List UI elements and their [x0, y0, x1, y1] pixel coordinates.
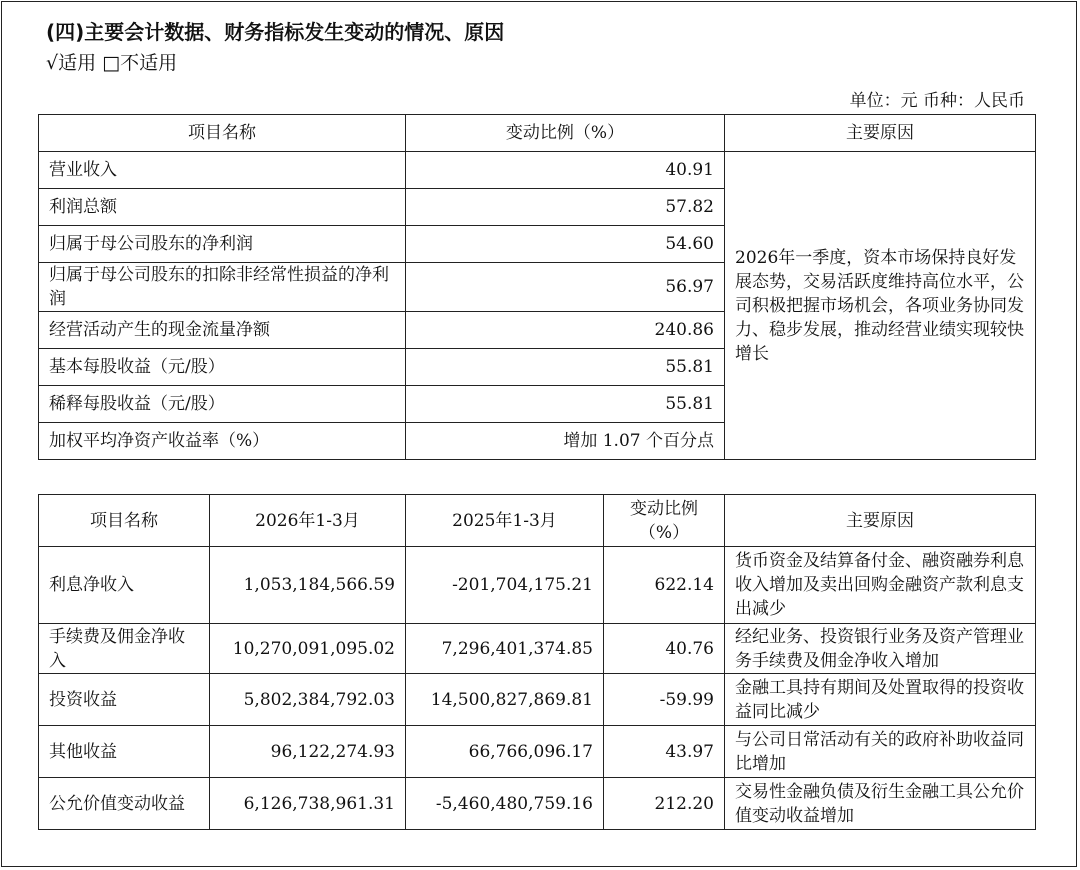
row-change: 40.76 — [604, 624, 725, 674]
row-name: 加权平均净资产收益率（%） — [39, 423, 406, 460]
row-value: 56.97 — [406, 263, 725, 312]
row-prior: 7,296,401,374.85 — [406, 624, 604, 674]
row-value: 40.91 — [406, 152, 725, 189]
row-prior: -5,460,480,759.16 — [406, 778, 604, 830]
header-main-reason: 主要原因 — [725, 115, 1036, 152]
row-value: 240.86 — [406, 312, 725, 349]
header-prior-period: 2025年1-3月 — [406, 495, 604, 547]
unit-currency-label: 单位：元 币种：人民币 — [849, 91, 1025, 111]
row-current: 6,126,738,961.31 — [210, 778, 406, 830]
row-name: 公允价值变动收益 — [39, 778, 210, 830]
row-reason: 与公司日常活动有关的政府补助收益同比增加 — [725, 726, 1036, 778]
row-value: 55.81 — [406, 349, 725, 386]
change-ratio-table — [38, 114, 1036, 460]
table-row — [39, 624, 1036, 674]
row-name: 归属于母公司股东的净利润 — [39, 226, 406, 263]
row-change: -59.99 — [604, 674, 725, 726]
row-name: 归属于母公司股东的扣除非经常性损益的净利润 — [39, 263, 406, 312]
row-name: 手续费及佣金净收入 — [39, 624, 210, 674]
header-main-reason: 主要原因 — [725, 495, 1036, 547]
applicable-checkbox-label: √适用 □不适用 — [46, 52, 178, 74]
table-header-row — [39, 115, 1036, 152]
row-change: 212.20 — [604, 778, 725, 830]
table-header-row — [39, 495, 1036, 547]
row-change: 43.97 — [604, 726, 725, 778]
row-name: 基本每股收益（元/股） — [39, 349, 406, 386]
row-prior: 66,766,096.17 — [406, 726, 604, 778]
row-name: 营业收入 — [39, 152, 406, 189]
row-value: 54.60 — [406, 226, 725, 263]
header-item-name: 项目名称 — [39, 115, 406, 152]
row-prior: 14,500,827,869.81 — [406, 674, 604, 726]
row-name: 其他收益 — [39, 726, 210, 778]
table-row — [39, 152, 1036, 189]
row-name: 利润总额 — [39, 189, 406, 226]
row-current: 5,802,384,792.03 — [210, 674, 406, 726]
section-title: (四)主要会计数据、财务指标发生变动的情况、原因 — [46, 20, 505, 44]
header-item-name: 项目名称 — [39, 495, 210, 547]
header-change-ratio: 变动比例（%） — [604, 495, 725, 547]
row-current: 96,122,274.93 — [210, 726, 406, 778]
header-change-ratio: 变动比例（%） — [406, 115, 725, 152]
row-value: 57.82 — [406, 189, 725, 226]
row-value: 55.81 — [406, 386, 725, 423]
row-reason: 货币资金及结算备付金、融资融券利息收入增加及卖出回购金融资产款利息支出减少 — [725, 547, 1036, 624]
table-row — [39, 778, 1036, 830]
shared-reason-cell: 2026年一季度，资本市场保持良好发展态势，交易活跃度维持高位水平，公司积极把握市场机会，各项业务协同发力、稳步发展，推动经营业绩实现较快增长 — [725, 152, 1036, 460]
income-items-table — [38, 494, 1036, 830]
row-reason: 金融工具持有期间及处置取得的投资收益同比减少 — [725, 674, 1036, 726]
row-name: 经营活动产生的现金流量净额 — [39, 312, 406, 349]
table-row — [39, 674, 1036, 726]
row-reason: 交易性金融负债及衍生金融工具公允价值变动收益增加 — [725, 778, 1036, 830]
table-row — [39, 547, 1036, 624]
row-current: 10,270,091,095.02 — [210, 624, 406, 674]
row-prior: -201,704,175.21 — [406, 547, 604, 624]
row-name: 利息净收入 — [39, 547, 210, 624]
row-reason: 经纪业务、投资银行业务及资产管理业务手续费及佣金净收入增加 — [725, 624, 1036, 674]
row-change: 622.14 — [604, 547, 725, 624]
row-value: 增加 1.07 个百分点 — [406, 423, 725, 460]
table-row — [39, 726, 1036, 778]
row-current: 1,053,184,566.59 — [210, 547, 406, 624]
row-name: 投资收益 — [39, 674, 210, 726]
header-current-period: 2026年1-3月 — [210, 495, 406, 547]
row-name: 稀释每股收益（元/股） — [39, 386, 406, 423]
